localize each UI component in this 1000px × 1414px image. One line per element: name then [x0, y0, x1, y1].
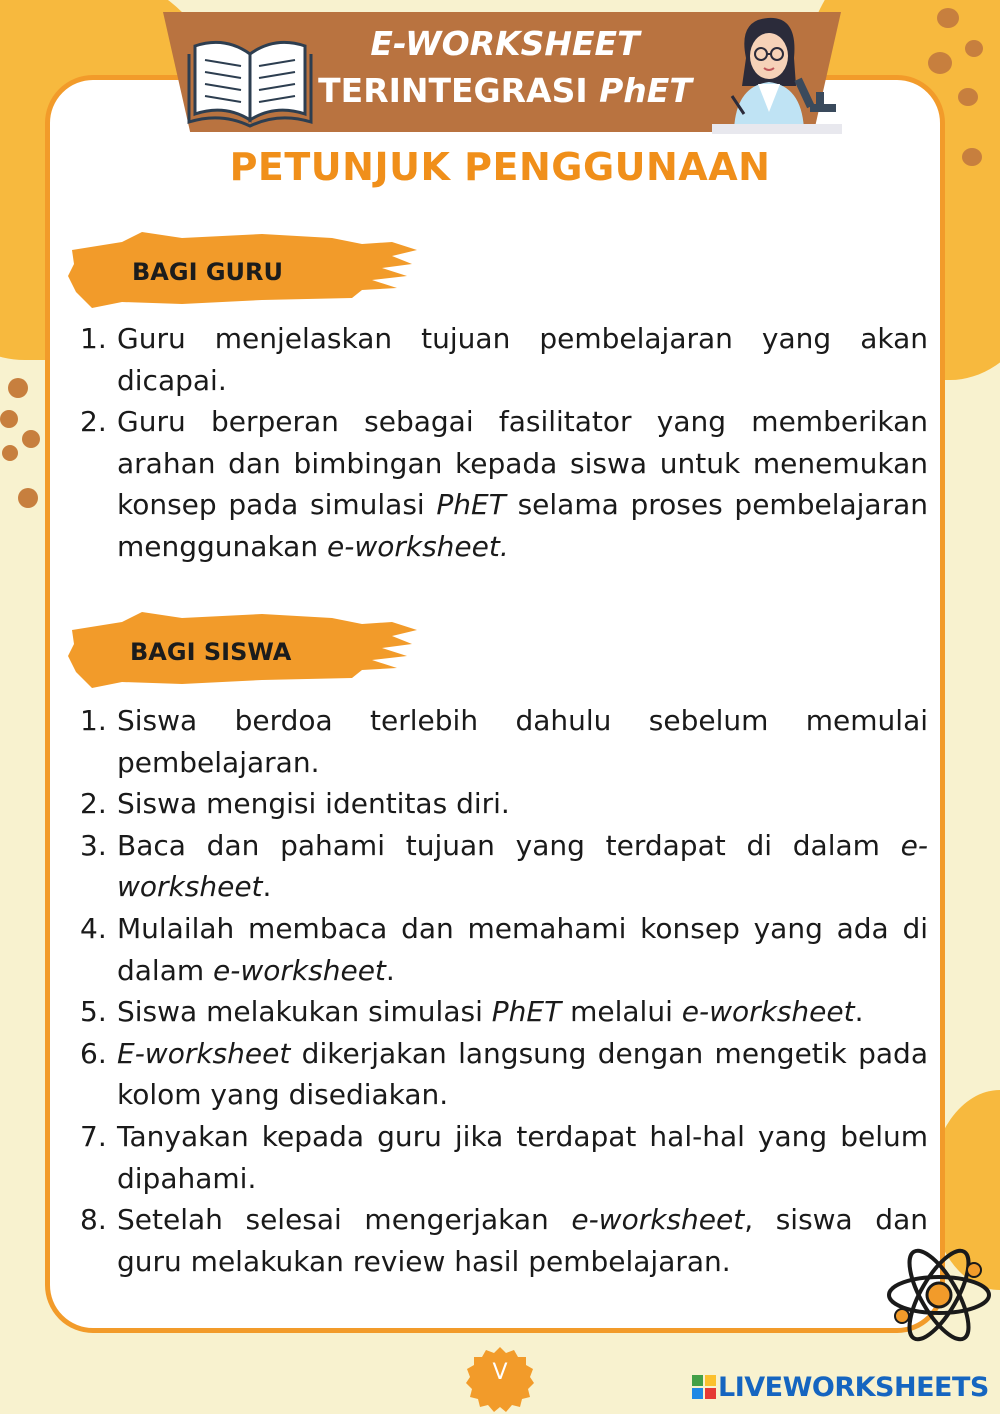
guru-instruction-list — [80, 318, 928, 568]
liveworksheets-logo-text: LIVEWORKSHEETS — [718, 1371, 989, 1403]
list-item-emphasis: PhET — [491, 995, 562, 1029]
decorative-dot — [958, 88, 978, 106]
list-item — [80, 783, 928, 825]
decorative-dot — [8, 378, 28, 398]
header-title — [290, 20, 720, 114]
list-item-number: 8. — [80, 1203, 107, 1237]
list-item — [80, 825, 928, 908]
list-item-number: 2. — [80, 405, 107, 439]
list-item-text: Baca dan pahami tujuan yang terdapat di dalam — [117, 828, 901, 862]
liveworksheets-logo-icon — [692, 1375, 716, 1399]
page-title: PETUNJUK PENGGUNAAN — [229, 145, 771, 189]
list-item-number: 6. — [80, 1036, 107, 1070]
list-item-emphasis: e-worksheet — [571, 1203, 745, 1237]
list-item-text: . — [385, 953, 395, 987]
section-label-guru: BAGI GURU — [132, 258, 284, 286]
scientist-woman-icon — [712, 12, 842, 134]
list-item — [80, 1033, 928, 1116]
header-title-line2-prefix: TERINTEGRASI — [318, 71, 600, 110]
list-item — [80, 401, 928, 567]
header-title-line2 — [290, 67, 720, 114]
header-title-line1: E-WORKSHEET — [370, 24, 640, 63]
list-item-text: dikerjakan langsung dengan mengetik pada kolom yang disediakan. — [117, 1036, 928, 1112]
list-item-text: Siswa berdoa terlebih dahulu sebelum memulai pembelajaran. — [117, 704, 928, 779]
header-title-line2-italic: PhET — [599, 71, 692, 110]
list-item-emphasis: PhET — [436, 488, 506, 522]
list-item-text: Setelah selesai mengerjakan — [117, 1203, 572, 1237]
list-item — [80, 1199, 928, 1282]
page-number: V — [492, 1360, 508, 1385]
list-item-text: . — [854, 995, 864, 1029]
decorative-dot — [965, 40, 983, 57]
list-item-number: 4. — [80, 911, 107, 945]
list-item — [80, 1116, 928, 1199]
decorative-dot — [18, 488, 38, 508]
decorative-dot — [0, 410, 18, 428]
list-item — [80, 700, 928, 783]
siswa-instruction-list — [80, 700, 928, 1282]
list-item-number: 2. — [80, 787, 107, 821]
decorative-dot — [928, 52, 952, 74]
decorative-dot — [937, 8, 959, 28]
list-item-text: , siswa dan guru melakukan review hasil pembelajaran. — [117, 1203, 928, 1278]
list-item-emphasis: e-worksheet — [681, 995, 855, 1029]
list-item-number: 1. — [80, 322, 107, 355]
list-item-text: . — [262, 870, 272, 904]
list-item-text: selama proses pembelajaran menggunakan — [117, 488, 928, 563]
decorative-dot — [22, 430, 40, 448]
liveworksheets-logo[interactable] — [692, 1370, 989, 1404]
list-item-text: Guru berperan sebagai fasilitator yang memberikan arahan dan bimbingan kepada siswa untuk menemukan konsep pada simulasi — [117, 405, 928, 522]
list-item-emphasis: e-worksheet. — [326, 529, 509, 563]
list-item-emphasis: E-worksheet — [117, 1036, 291, 1070]
list-item-text: Siswa melakukan simulasi — [117, 995, 492, 1029]
list-item-text: melalui — [561, 995, 682, 1029]
list-item-text: Guru menjelaskan tujuan pembelajaran yang akan dicapai. — [117, 322, 928, 397]
list-item-text: Tanyakan kepada guru jika terdapat hal-hal yang belum dipahami. — [117, 1119, 928, 1195]
list-item-emphasis: e-worksheet — [213, 953, 386, 987]
atom-icon — [884, 1240, 994, 1350]
list-item — [80, 908, 928, 991]
decorative-dot — [2, 445, 18, 461]
list-item-text: Mulailah membaca dan memahami konsep yang ada di dalam — [117, 911, 928, 987]
list-item-emphasis: e-worksheet — [117, 828, 928, 904]
list-item — [80, 318, 928, 401]
list-item-number: 3. — [80, 828, 107, 862]
list-item-number: 7. — [80, 1119, 107, 1153]
section-label-siswa: BAGI SISWA — [130, 638, 292, 666]
list-item-text: Siswa mengisi identitas diri. — [117, 787, 510, 821]
list-item-number: 5. — [80, 995, 107, 1029]
list-item — [80, 991, 928, 1033]
list-item-number: 1. — [80, 704, 107, 737]
